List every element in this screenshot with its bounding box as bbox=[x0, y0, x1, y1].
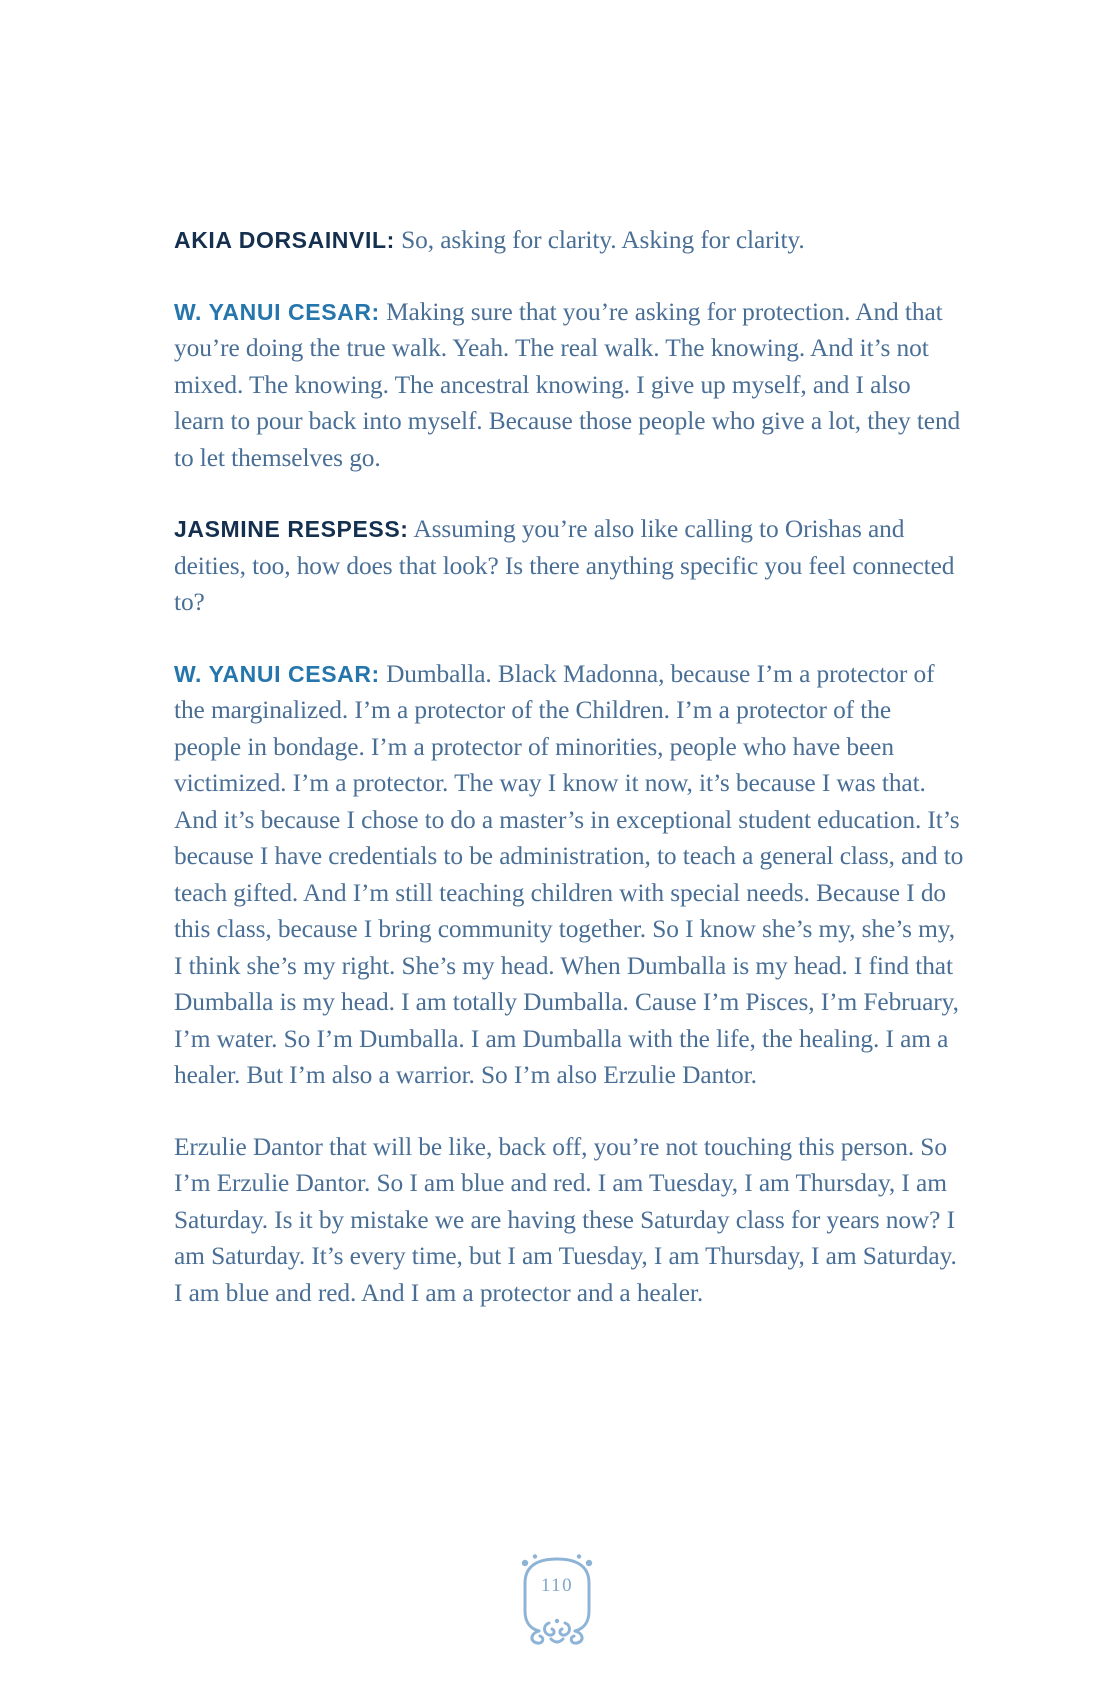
spoken-text: Erzulie Dantor that will be like, back off, you’re not touching this person. So I’m Erzulie Dantor. So I am blue and red. I am Tuesday, I am Thursday, I am Saturday. Is it by mistake we are having these Saturday class for years now? I am Saturday. It’s every time, but I am Tuesday, I am Thursday, I am Saturday. I am blue and red. And I am a protector and a healer. bbox=[174, 1132, 957, 1307]
speaker-name: W. YANUI CESAR: bbox=[174, 298, 380, 325]
interview-transcript bbox=[174, 222, 964, 1346]
transcript-paragraph bbox=[174, 656, 964, 1094]
ornament-frame-icon bbox=[513, 1553, 601, 1647]
page-number: 110 bbox=[540, 1575, 574, 1596]
spoken-text: Dumballa. Black Madonna, because I’m a protector of the marginalized. I’m a protector of the Children. I’m a protector of the people in bondage. I’m a protector of minorities, people who have been victimized. I’m a protector. The way I know it now, it’s because I was that. And it’s because I chose to do a master’s in exceptional student education. It’s because I have credentials to be administration, to teach a general class, and to teach gifted. And I’m still teaching children with special needs. Because I do this class, because I bring community together. So I know she’s my, she’s my, I think she’s my right. She’s my head. When Dumballa is my head. I find that Dumballa is my head. I am totally Dumballa. Cause I’m Pisces, I’m February, I’m water. So I’m Dumballa. I am Dumballa with the life, the healing. I am a healer. But I’m also a warrior. So I’m also Erzulie Dantor. bbox=[174, 659, 964, 1089]
transcript-paragraph bbox=[174, 1129, 964, 1312]
page-number-ornament bbox=[513, 1553, 601, 1647]
transcript-paragraph bbox=[174, 511, 964, 621]
transcript-paragraph bbox=[174, 222, 964, 259]
speaker-name: AKIA DORSAINVIL: bbox=[174, 227, 395, 253]
transcript-paragraph bbox=[174, 294, 964, 477]
spoken-text: So, asking for clarity. Asking for clarity. bbox=[394, 226, 805, 254]
spoken-text: Assuming you’re also like calling to Orishas and deities, too, how does that look? Is there anything specific you feel connected to? bbox=[174, 515, 955, 616]
speaker-name: W. YANUI CESAR: bbox=[174, 660, 380, 687]
spoken-text: Making sure that you’re asking for protection. And that you’re doing the true walk. Yeah. The real walk. The knowing. And it’s not mixed. The knowing. The ancestral knowing. I give up myself, and I also learn to pour back into myself. Because those people who give a lot, they tend to let themselves go. bbox=[174, 297, 961, 472]
speaker-name: JASMINE RESPESS: bbox=[174, 516, 409, 542]
